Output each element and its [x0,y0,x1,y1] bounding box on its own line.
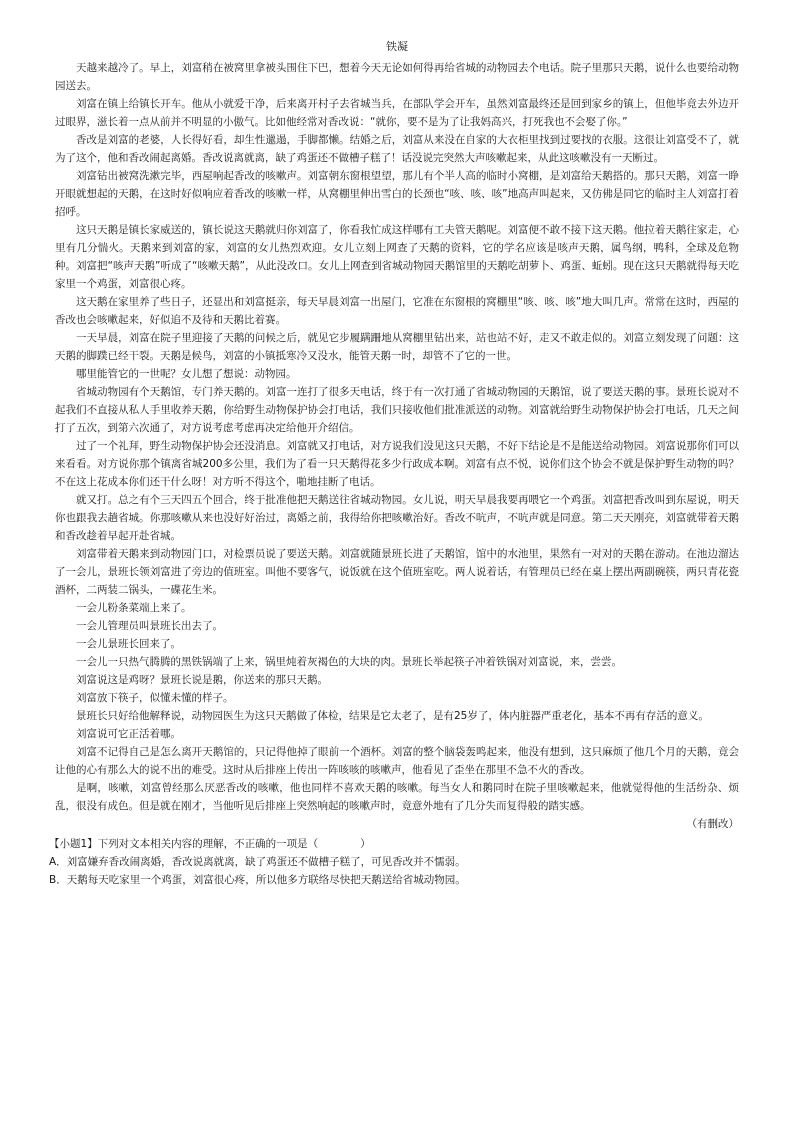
paragraph: 刘富在镇上给镇长开车。他从小就爱干净，后来离开村子去省城当兵，在部队学会开车，虽然刘富最终还是回到家乡的镇上，但他毕竟去外边开过眼界，滋长着一点从前并不明显的小傲气。比如他经常对香改说：“就你，要不是为了让我妈高兴，打死我也不会娶了你。” [55,98,739,128]
paragraph: 刘富放下筷子，似懂未懂的样子。 [76,692,234,704]
question-block [49,835,739,889]
paragraph: 刘富带着天鹅来到动物园门口，对检票员说了要送天鹅。刘富就随景班长进了天鹅馆，馆中的水池里，果然有一对对的天鹅在游动。在池边溜达了一会儿，景班长领刘富进了旁边的值班室。叫他不要客气，说饭就在这个值班室吃。两人说着话，有管理员已经在桌上摆出两副碗筷，两只青花瓷酒杯，二两装二锅头，一碟花生米。 [55,548,739,596]
paragraph: 是啊，咳嗽，刘富曾经那么厌恶香改的咳嗽，他也同样不喜欢天鹅的咳嗽。每当女人和鹅同时在院子里咳嗽起来，他就觉得他的生活纷杂、烦乱，很没有成色。但是就在刚才，当他听见后排座上突然响起的咳嗽声时，竟意外地有了几分失而复得般的踏实感。 [55,782,739,812]
question-stem: 【小题1】下列对文本相关内容的理解，不正确的一项是（ ） [49,838,371,850]
paragraph: 过了一个礼拜，野生动物保护协会还没消息。刘富就又打电话，对方说我们没见这只天鹅，不好下结论是不是能送给动物园。刘富说那你们可以来看看。对方说你那个镇离省城200多公里，我们为了看一只天鹅得花多少行政成本啊。刘富有点不悦，说你们这个协会不就是保护野生动物的吗？不在这上花成本你们还干什么呀！对方听不得这个，啪地挂断了电话。 [55,440,739,488]
paragraph: 景班长只好给他解释说，动物园医生为这只天鹅做了体检，结果是它太老了，是有25岁了，体内脏器严重老化，基本不再有存活的意义。 [76,710,709,722]
paragraph: 省城动物园有个天鹅馆，专门养天鹅的。刘富一连打了很多天电话，终于有一次打通了省城动物园的天鹅馆，说了要送天鹅的事。景班长说对不起我们不直接从私人手里收养天鹅，你给野生动物保护协会打电话，我们只接收他们批准派送的动物。刘富就给野生动物保护协会打电话，几天之间打了五次，到第六次通了，对方说考虑考虑再决定给他开介绍信。 [55,386,739,434]
article-body [55,59,739,815]
paragraph: 就又打。总之有个三天四五个回合，终于批准他把天鹅送往省城动物园。女儿说，明天早晨我要再喂它一个鸡蛋。刘富把香改叫到东屋说，明天你也跟我去趟省城。你那咳嗽从来也没好好治过，离婚之前，我得给你把咳嗽治好。香改不吭声，不吭声就是同意。第二天天刚亮，刘富就带着天鹅和香改趁着早起开赴省城。 [55,494,739,542]
article-title: 铁凝 [386,40,408,53]
paragraph: 一会儿粉条菜端上来了。 [76,602,192,614]
paragraph: 一会儿一只热气腾腾的黑铁锅端了上来，锅里炖着灰褐色的大块的肉。景班长举起筷子冲着铁锅对刘富说，来，尝尝。 [76,656,622,668]
paragraph: 哪里能管它的一世呢？女儿想了想说：动物园。 [76,368,297,380]
option-a[interactable]: A．刘富嫌弃香改闹离婚，香改说离就离，缺了鸡蛋还不做槽子糕了，可见香改并不懦弱。 [49,856,466,868]
edit-note: （有删改） [686,818,739,830]
paragraph: 刘富说这是鸡呀？景班长说是鹅，你送来的那只天鹅。 [76,674,328,686]
option-b[interactable]: B．天鹅每天吃家里一个鸡蛋，刘富很心疼，所以他多方联络尽快把天鹅送给省城动物园。 [49,874,466,886]
paragraph: 一会儿管理员叫景班长出去了。 [76,620,223,632]
paragraph: 刘富不记得自己是怎么离开天鹅馆的，只记得他掉了眼前一个酒杯。刘富的整个脑袋轰鸣起来，他没有想到，这只麻烦了他几个月的天鹅，竟会让他的心有那么大的说不出的难受。这时从后排座上传出一阵咳咳的咳嗽声，他看见了歪坐在那里不急不火的香改。 [55,746,739,776]
paragraph: 这天鹅在家里养了些日子，还显出和刘富挺亲，每天早晨刘富一出屋门，它准在东窗根的窝棚里“咳、咳、咳”地大叫几声。常常在这时，西屋的香改也会咳嗽起来，好似追不及待和天鹅比着赛。 [55,296,739,326]
paragraph: 刘富说可它正活着哪。 [76,728,181,740]
paragraph: 这只天鹅是镇长家威送的，镇长说这天鹅就归你刘富了，你看我忙成这样哪有工夫管天鹅呢。刘富便不敢不接下这天鹅。他拉着天鹅往家走，心里有几分惴火。天鹅来到刘富的家，刘富的女儿热烈欢迎。女儿立刻上网查了天鹅的资料，它的学名应该是咳声天鹅，属鸟纲，鸭科，全球及危物种。刘富把“咳声天鹅”听成了“咳嗽天鹅”，从此没改口。女儿上网查到省城动物园天鹅馆里的天鹅吃胡萝卜、鸡蛋、蚯蚓。现在这只天鹅就得每天吃家里一个鸡蛋，刘富很心疼。 [55,224,739,290]
paragraph: 刘富钻出被窝洗漱完毕，西屋响起香改的咳嗽声。刘富朝东窗根望望，那儿有个半人高的临时小窝棚，是刘富给天鹅搭的。那只天鹅，刘富一睁开眼就想起的天鹅，在这时好似响应着香改的咳嗽一样，从窝棚里伸出雪白的长颈也“咳、咳、咳”地高声叫起来，又仿佛是同它的临时主人刘富打着招呼。 [55,170,739,218]
paragraph: 天越来越冷了。早上，刘富稍在被窝里拿被头围住下巴，想着今天无论如何得再给省城的动物园去个电话。院子里那只天鹅，说什么也要给动物园送去。 [55,62,739,92]
paragraph: 香改是刘富的老婆，人长得好看，却生性邋遢，手脚都懒。结婚之后，刘富从来没在自家的大衣柜里找到过要找的衣服。这很让刘富受不了，就为了这个，他和香改闹起离婚。香改说离就离，缺了鸡蛋还不做槽子糕了！话没说完突然大声咳嗽起来，从此这咳嗽没有一天断过。 [55,134,739,164]
paragraph: 一天早晨，刘富在院子里迎接了天鹅的问候之后，就见它步履蹒跚地从窝棚里钻出来，站也站不好，走又不敢走似的。刘富立刻发现了问题：这天鹅的脚蹼已经干裂。天鹅是候鸟，刘富的小镇抵寒冷又没水，能管天鹅一时，却管不了它的一世。 [55,332,739,362]
paragraph: 一会儿景班长回来了。 [76,638,181,650]
